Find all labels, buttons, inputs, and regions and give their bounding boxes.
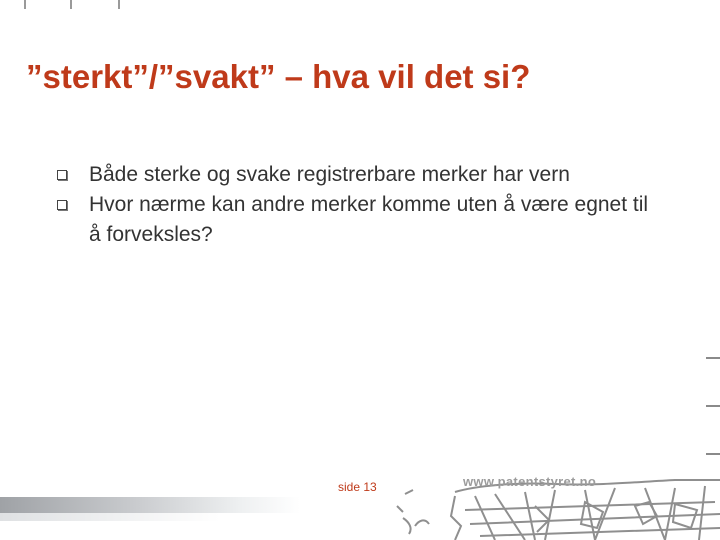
top-tick-1 [24, 0, 26, 9]
bullet-text: Både sterke og svake registrerbare merker har vern [89, 163, 570, 186]
bullet-item [57, 160, 657, 190]
slide-title: ”sterkt”/”svakt” – hva vil det si? [26, 58, 531, 95]
bullet-text: Hvor nærme kan andre merker komme uten å være egnet til å forveksles? [89, 193, 649, 246]
footer-url: www.patentstyret.no [463, 474, 597, 489]
map-graphic-icon [385, 466, 720, 540]
bullet-item [57, 190, 657, 250]
right-tick [706, 405, 720, 407]
right-tick [706, 453, 720, 455]
page-number: side 13 [338, 480, 377, 494]
top-tick-2 [70, 0, 72, 9]
right-tick [706, 357, 720, 359]
hollow-square-bullet-icon [57, 170, 67, 180]
footer-gradient-bar-lower [0, 513, 220, 521]
bullet-list [57, 160, 657, 250]
footer-gradient-bar [0, 497, 300, 513]
hollow-square-bullet-icon [57, 200, 67, 210]
top-tick-3 [118, 0, 120, 9]
